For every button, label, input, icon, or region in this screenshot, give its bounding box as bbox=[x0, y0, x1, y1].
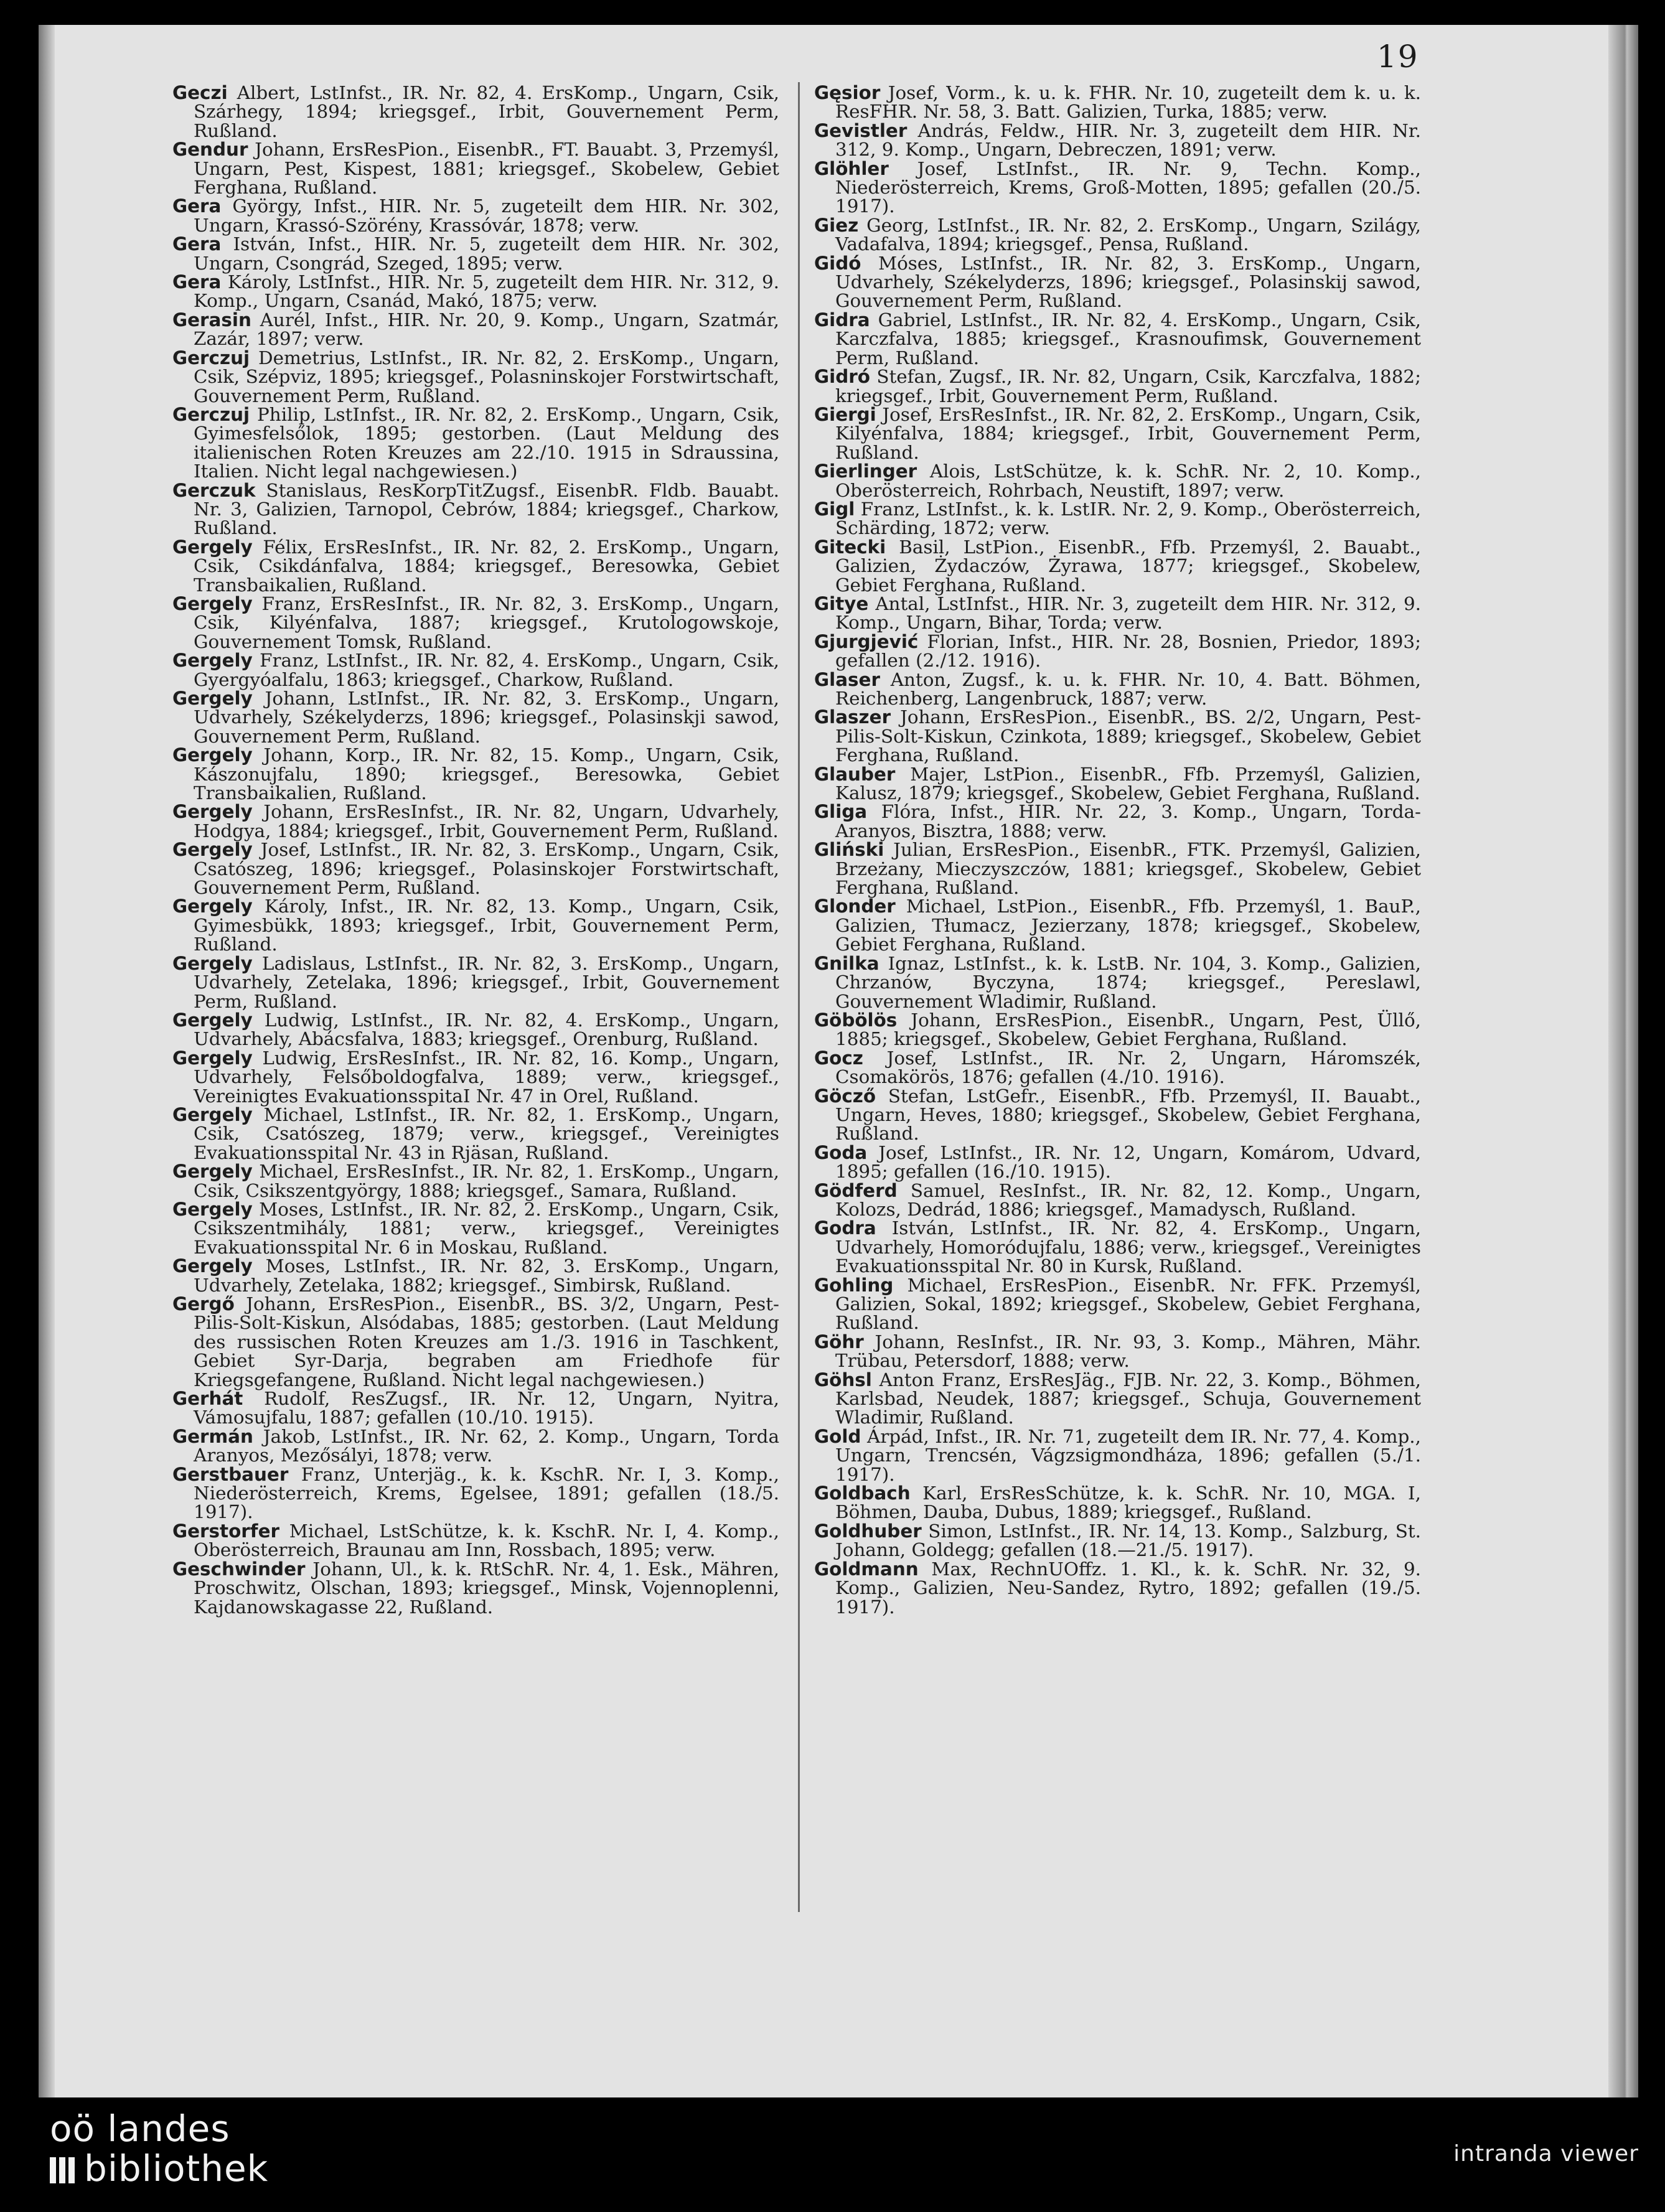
entry-surname: Gliga bbox=[814, 801, 868, 823]
entry-details: Ladislaus, LstInfst., IR. Nr. 82, 3. ErsKomp., Ungarn, Udvarhely, Zetelaka, 1896; kriegsgef., Irbit, Gouvernement Perm, Rußland. bbox=[194, 952, 779, 1012]
register-entry bbox=[814, 897, 1421, 954]
entry-surname: Gergely bbox=[172, 536, 253, 558]
entry-details: Georg, LstInfst., IR. Nr. 82, 2. ErsKomp., Ungarn, Szilágy, Vadafalva, 1894; kriegsgef., Pensa, Rußland. bbox=[835, 214, 1421, 255]
entry-details: Josef, Vorm., k. u. k. FHR. Nr. 10, zugeteilt dem k. u. k. ResFHR. Nr. 58, 3. Batt. Galizien, Turka, 1885; verw. bbox=[835, 82, 1421, 123]
entry-details: Josef, LstInfst., IR. Nr. 12, Ungarn, Komárom, Udvard, 1895; gefallen (16./10. 1915). bbox=[835, 1141, 1421, 1183]
viewer-label: intranda viewer bbox=[1453, 2141, 1639, 2167]
entry-surname: Gerstbauer bbox=[172, 1463, 289, 1485]
entry-details: Johann, ErsResInfst., IR. Nr. 82, Ungarn, Udvarhely, Hodgya, 1884; kriegsgef., Irbit, Gouvernement Perm, Rußland. bbox=[194, 801, 779, 841]
entry-surname: Gendur bbox=[172, 139, 248, 161]
entry-details: Samuel, ResInfst., IR. Nr. 82, 12. Komp., Ungarn, Kolozs, Dedrád, 1886; kriegsgef., Mamadysch, Rußland. bbox=[835, 1179, 1421, 1220]
register-entry bbox=[172, 83, 779, 140]
register-entry bbox=[814, 594, 1421, 632]
entry-surname: Gerasin bbox=[172, 309, 251, 330]
entry-surname: Gerhát bbox=[172, 1388, 243, 1410]
page-edge-stack bbox=[1608, 25, 1638, 2097]
entry-details: Anton, Zugsf., k. u. k. FHR. Nr. 10, 4. Batt. Böhmen, Reichenberg, Langenbruck, 1887; verw. bbox=[835, 668, 1421, 709]
register-entry bbox=[814, 954, 1421, 1011]
register-entry bbox=[814, 367, 1421, 405]
entry-surname: Gidró bbox=[814, 366, 870, 388]
register-entry bbox=[814, 1011, 1421, 1049]
entry-details: Franz, LstInfst., k. k. LstIR. Nr. 2, 9. Komp., Oberösterreich, Schärding, 1872; verw. bbox=[835, 498, 1421, 539]
register-entry bbox=[172, 1522, 779, 1560]
entry-details: Johann, ResInfst., IR. Nr. 93, 3. Komp., Mähren, Mähr. Trübau, Petersdorf, 1888; verw. bbox=[835, 1331, 1421, 1372]
register-entry bbox=[172, 897, 779, 954]
register-entry bbox=[814, 708, 1421, 764]
register-entry bbox=[172, 1257, 779, 1295]
entry-details: István, LstInfst., IR. Nr. 82, 4. ErsKomp., Ungarn, Udvarhely, Homoródujfalu, 1886; verw., kriegsgef., Vereinigtes Evakuationsspital Nr. 80 in Kursk, Rußland. bbox=[835, 1217, 1421, 1277]
entry-surname: Gergő bbox=[172, 1293, 235, 1315]
entry-details: Michael, ErsResInfst., IR. Nr. 82, 1. ErsKomp., Ungarn, Csik, Csikszentgyörgy, 1888; kriegsgef., Samara, Rußland. bbox=[194, 1161, 779, 1201]
entry-surname: Gjurgjević bbox=[814, 630, 919, 652]
entry-details: Stanislaus, ResKorpTitZugsf., EisenbR. Fldb. Bauabt. Nr. 3, Galizien, Tarnopol, Cebrów, 1884; kriegsgef., Charkow, Rußland. bbox=[194, 479, 779, 539]
entry-details: Moses, LstInfst., IR. Nr. 82, 2. ErsKomp., Ungarn, Csik, Csikszentmihály, 1881; verw., kriegsgef., Vereinigtes Evakuationsspital Nr. 6 in Moskau, Rußland. bbox=[194, 1198, 779, 1258]
register-entry bbox=[172, 1200, 779, 1257]
register-entry bbox=[814, 1087, 1421, 1143]
entry-details: Ludwig, ErsResInfst., IR. Nr. 82, 16. Komp., Ungarn, Udvarhely, Felsőboldogfalva, 1889; verw., kriegsgef., Vereinigtes EvakuationsspitaI Nr. 47 in Orel, Rußland. bbox=[194, 1047, 779, 1107]
entry-details: Jakob, LstInfst., IR. Nr. 62, 2. Komp., Ungarn, Torda Aranyos, Mezősályi, 1878; verw. bbox=[194, 1425, 779, 1466]
register-entry bbox=[814, 765, 1421, 803]
entry-surname: Gierlinger bbox=[814, 461, 917, 482]
entry-surname: Goldmann bbox=[814, 1558, 919, 1580]
entry-surname: Gocz bbox=[814, 1047, 863, 1069]
entry-details: Majer, LstPion., EisenbR., Ffb. Przemyśl, Galizien, Kalusz, 1879; kriegsgef., Skobelew, Gebiet Ferghana, Rußland. bbox=[835, 763, 1421, 804]
register-entry bbox=[814, 1522, 1421, 1560]
entry-surname: Gera bbox=[172, 271, 222, 293]
register-entry bbox=[814, 1276, 1421, 1333]
register-entry bbox=[814, 670, 1421, 708]
register-entry bbox=[172, 538, 779, 594]
entry-details: Anton Franz, ErsResJäg., FJB. Nr. 22, 3. Komp., Böhmen, Karlsbad, Neudek, 1887; kriegsgef., Schuja, Gouvernement Wladimir, Rußland. bbox=[835, 1369, 1421, 1428]
entry-details: Josef, ErsResInfst., IR. Nr. 82, 2. ErsKomp., Ungarn, Csik, Kilyénfalva, 1884; kriegsgef., Irbit, Gouvernement Perm, Rußland. bbox=[835, 403, 1421, 463]
entry-details: Johann, ErsResPion., EisenbR., Ungarn, Pest, Üllő, 1885; kriegsgef., Skobelew, Gebiet Ferghana, Rußland. bbox=[835, 1009, 1421, 1050]
entry-surname: Gidra bbox=[814, 309, 870, 330]
entry-details: Michael, LstSchütze, k. k. KschR. Nr. I, 4. Komp., Oberösterreich, Braunau am Inn, Rossbach, 1895; verw. bbox=[194, 1520, 779, 1561]
entry-surname: Giez bbox=[814, 214, 859, 236]
register-entry bbox=[814, 840, 1421, 897]
entry-details: Florian, Infst., HIR. Nr. 28, Bosnien, Priedor, 1893; gefallen (2./12. 1916). bbox=[835, 630, 1421, 672]
page-gutter-shadow bbox=[39, 25, 55, 2097]
register-entry bbox=[814, 1560, 1421, 1616]
entry-details: Móses, LstInfst., IR. Nr. 82, 3. ErsKomp., Ungarn, Udvarhely, Székelyderzs, 1896; kriegsgef., Polasinskij sawod, Gouvernement Perm, Rußland. bbox=[835, 252, 1421, 312]
entry-details: Alois, LstSchütze, k. k. SchR. Nr. 2, 10. Komp., Oberösterreich, Rohrbach, Neustift, 1897; verw. bbox=[835, 461, 1421, 501]
entry-details: Franz, Unterjäg., k. k. KschR. Nr. I, 3. Komp., Niederösterreich, Krems, Egelsee, 1891; gefallen (18./5. 1917). bbox=[194, 1463, 779, 1523]
entry-details: Franz, ErsResInfst., IR. Nr. 82, 3. ErsKomp., Ungarn, Csik, Kilyénfalva, 1887; kriegsgef., Krutologowskoje, Gouvernement Tomsk, Rußland. bbox=[194, 593, 779, 652]
entry-surname: Gergely bbox=[172, 1198, 253, 1220]
entry-surname: Goldbach bbox=[814, 1483, 911, 1504]
entry-surname: Gergely bbox=[172, 744, 253, 766]
register-entry bbox=[172, 840, 779, 897]
entry-details: Károly, LstInfst., HIR. Nr. 5, zugeteilt dem HIR. Nr. 312, 9. Komp., Ungarn, Csanád, Makó, 1875; verw. bbox=[194, 271, 779, 312]
register-entry bbox=[814, 1427, 1421, 1484]
entry-details: Gabriel, LstInfst., IR. Nr. 82, 4. ErsKomp., Ungarn, Csik, Karczfalva, 1885; kriegsgef., Krasnoufimsk, Gouvernement Perm, Rußland. bbox=[835, 309, 1421, 368]
entry-surname: Gergely bbox=[172, 593, 253, 614]
entry-surname: Gergely bbox=[172, 1047, 253, 1069]
entry-surname: Gergely bbox=[172, 1161, 253, 1183]
entry-details: Ludwig, LstInfst., IR. Nr. 82, 4. ErsKomp., Ungarn, Udvarhely, Abácsfalva, 1883; kriegsgef., Orenburg, Rußland. bbox=[194, 1009, 779, 1050]
entry-details: Michael, LstInfst., IR. Nr. 82, 1. ErsKomp., Ungarn, Csik, Csatószeg, 1879; verw., kriegsgef., Vereinigtes Evakuationsspital Nr. 43 in Rjäsan, Rußland. bbox=[194, 1104, 779, 1163]
entry-surname: Gitye bbox=[814, 593, 869, 614]
register-entry bbox=[172, 1389, 779, 1427]
register-entry bbox=[172, 1049, 779, 1105]
register-entry bbox=[172, 1560, 779, 1616]
entry-details: Michael, ErsResPion., EisenbR. Nr. FFK. Przemyśl, Galizien, Sokal, 1892; kriegsgef., Skobelew, Gebiet Ferghana, Rußland. bbox=[835, 1274, 1421, 1334]
entry-surname: Gergely bbox=[172, 688, 253, 709]
entry-details: Demetrius, LstInfst., IR. Nr. 82, 2. ErsKomp., Ungarn, Csik, Szépviz, 1895; kriegsgef., Polasninskojer Forstwirtschaft, Gouvernement Perm, Rußland. bbox=[194, 347, 779, 406]
register-entry bbox=[814, 632, 1421, 670]
entry-details: Franz, LstInfst., IR. Nr. 82, 4. ErsKomp., Ungarn, Csik, Gyergyóalfalu, 1863; kriegsgef., Charkow, Rußland. bbox=[194, 650, 779, 690]
entry-details: István, Infst., HIR. Nr. 5, zugeteilt dem HIR. Nr. 302, Ungarn, Csongrád, Szeged, 1895; verw. bbox=[194, 233, 779, 274]
register-entry bbox=[172, 405, 779, 481]
entry-details: Albert, LstInfst., IR. Nr. 82, 4. ErsKomp., Ungarn, Csik, Szárhegy, 1894; kriegsgef., Irbit, Gouvernement Perm, Rußland. bbox=[194, 82, 779, 141]
entry-surname: Glauber bbox=[814, 763, 896, 785]
register-entry bbox=[172, 197, 779, 235]
entry-details: Félix, ErsResInfst., IR. Nr. 82, 2. ErsKomp., Ungarn, Csik, Csikdánfalva, 1884; kriegsgef., Beresowka, Gebiet Transbaikalien, Rußland. bbox=[194, 536, 779, 596]
register-entry bbox=[814, 1371, 1421, 1427]
entry-surname: Gera bbox=[172, 195, 222, 217]
register-entry bbox=[814, 802, 1421, 840]
register-entry bbox=[814, 405, 1421, 462]
entry-surname: Glaser bbox=[814, 668, 880, 690]
entry-details: Moses, LstInfst., IR. Nr. 82, 3. ErsKomp., Ungarn, Udvarhely, Zetelaka, 1882; kriegsgef., Simbirsk, Rußland. bbox=[194, 1255, 779, 1296]
entry-surname: Gergely bbox=[172, 896, 253, 917]
register-entry bbox=[814, 254, 1421, 311]
entry-details: Aurél, Infst., HIR. Nr. 20, 9. Komp., Ungarn, Szatmár, Zazár, 1897; verw. bbox=[194, 309, 779, 350]
entry-surname: Geczi bbox=[172, 82, 228, 103]
register-entry bbox=[172, 1427, 779, 1465]
entry-surname: Gerstorfer bbox=[172, 1520, 279, 1542]
entry-surname: Gigl bbox=[814, 498, 855, 520]
entry-surname: Gergely bbox=[172, 1255, 253, 1277]
register-entry bbox=[172, 311, 779, 349]
entry-surname: Gergely bbox=[172, 1009, 253, 1031]
register-entry bbox=[814, 159, 1421, 216]
entry-surname: Gerczuj bbox=[172, 347, 250, 368]
entry-surname: Göhsl bbox=[814, 1369, 872, 1390]
entry-details: Philip, LstInfst., IR. Nr. 82, 2. ErsKomp., Ungarn, Csik, Gyimesfelsőlok, 1895; gestorben. (Laut Meldung des italienischen Roten Kreuzes am 22./10. 1915 in Sdraussina, Italien. Nicht legal nachgewiesen.) bbox=[194, 403, 779, 482]
register-entry bbox=[172, 594, 779, 651]
register-entry bbox=[172, 235, 779, 273]
entry-details: Johann, ErsResPion., EisenbR., BS. 2/2, Ungarn, Pest-Pilis-Solt-Kiskun, Czinkota, 1889; kriegsgef., Skobelew, Gebiet Ferghana, Rußland. bbox=[835, 706, 1421, 766]
register-entry bbox=[172, 481, 779, 538]
logo-bars-icon bbox=[50, 2149, 78, 2188]
entry-details: Max, RechnUOffz. 1. Kl., k. k. SchR. Nr. 32, 9. Komp., Galizien, Neu-Sandez, Rytro, 1892; gefallen (19./5. 1917). bbox=[835, 1558, 1421, 1618]
entry-surname: Gitecki bbox=[814, 536, 886, 558]
entry-details: Johann, Ul., k. k. RtSchR. Nr. 4, 1. Esk., Mähren, Proschwitz, Olschan, 1893; kriegsgef., Minsk, Vojennoplenni, Kajdanowskagasse 22, Rußland. bbox=[194, 1558, 779, 1618]
entry-surname: Gerczuj bbox=[172, 403, 250, 425]
register-entry bbox=[172, 1162, 779, 1200]
register-entry bbox=[814, 1333, 1421, 1371]
register-entry bbox=[814, 311, 1421, 367]
entry-surname: Gęsior bbox=[814, 82, 881, 103]
entry-details: Karl, ErsResSchütze, k. k. SchR. Nr. 10, MGA. I, Böhmen, Dauba, Dubus, 1889; kriegsgef., Rußland. bbox=[835, 1483, 1421, 1523]
entry-surname: Goda bbox=[814, 1141, 868, 1163]
register-entry bbox=[172, 349, 779, 405]
register-entry bbox=[172, 140, 779, 197]
entry-surname: Glöhler bbox=[814, 157, 889, 179]
entry-surname: Göbölös bbox=[814, 1009, 898, 1031]
register-entry bbox=[814, 83, 1421, 121]
logo-line-2-text: bibliothek bbox=[84, 2147, 269, 2190]
entry-details: Stefan, Zugsf., IR. Nr. 82, Ungarn, Csik, Karczfalva, 1882; kriegsgef., Irbit, Gouvernement Perm, Rußland. bbox=[835, 366, 1421, 406]
entry-details: Josef, LstInfst., IR. Nr. 2, Ungarn, Háromszék, Csomakörös, 1876; gefallen (4./10. 1916). bbox=[835, 1047, 1421, 1088]
register-entry bbox=[814, 500, 1421, 538]
register-entry bbox=[172, 746, 779, 802]
entry-surname: Glonder bbox=[814, 896, 896, 917]
register-entry bbox=[814, 462, 1421, 500]
entry-details: Antal, LstInfst., HIR. Nr. 3, zugeteilt dem HIR. Nr. 312, 9. Komp., Ungarn, Bihar, Torda; verw. bbox=[835, 593, 1421, 634]
entry-surname: Gergely bbox=[172, 1104, 253, 1125]
entry-details: Johann, ErsResPion., EisenbR., FT. Bauabt. 3, Przemyśl, Ungarn, Pest, Kispest, 1881; kriegsgef., Skobelew, Gebiet Ferghana, Rußland. bbox=[194, 139, 779, 199]
entry-details: Johann, ErsResPion., EisenbR., BS. 3/2, Ungarn, Pest-Pilis-Solt-Kiskun, Alsódabas, 1885; gestorben. (Laut Meldung des russischen Roten Kreuzes am 1./3. 1916 in Taschkent, Gebiet Syr-Darja, begraben am Friedhofe für Kriegsgefangene, Rußland. Nicht legal nachgewiesen.) bbox=[194, 1293, 779, 1390]
entry-details: Károly, Infst., IR. Nr. 82, 13. Komp., Ungarn, Csik, Gyimesbükk, 1893; kriegsgef., Irbit, Gouvernement Perm, Rußland. bbox=[194, 896, 779, 955]
entry-surname: Gohling bbox=[814, 1274, 894, 1296]
right-column bbox=[814, 83, 1421, 1616]
register-entry bbox=[172, 273, 779, 311]
register-entry bbox=[814, 1143, 1421, 1181]
entry-surname: Gergely bbox=[172, 650, 253, 672]
entry-details: Johann, Korp., IR. Nr. 82, 15. Komp., Ungarn, Csik, Kászonujfalu, 1890; kriegsgef., Beresowka, Gebiet Transbaikalien, Rußland. bbox=[194, 744, 779, 804]
entry-surname: Gergely bbox=[172, 952, 253, 974]
entry-surname: Germán bbox=[172, 1425, 253, 1447]
register-entry bbox=[172, 802, 779, 840]
entry-surname: Gold bbox=[814, 1425, 861, 1447]
entry-surname: Goldhuber bbox=[814, 1520, 922, 1542]
column-divider bbox=[798, 82, 800, 1912]
entry-surname: Gera bbox=[172, 233, 222, 255]
entry-details: András, Feldw., HIR. Nr. 3, zugeteilt dem HIR. Nr. 312, 9. Komp., Ungarn, Debreczen, 1891; verw. bbox=[835, 120, 1421, 161]
entry-surname: Göhr bbox=[814, 1331, 864, 1352]
register-entry bbox=[814, 1181, 1421, 1219]
page-number: 19 bbox=[1377, 39, 1419, 75]
register-entry bbox=[172, 1295, 779, 1389]
entry-surname: Geschwinder bbox=[172, 1558, 306, 1580]
entry-surname: Godra bbox=[814, 1217, 876, 1239]
entry-surname: Gidó bbox=[814, 252, 861, 274]
left-column bbox=[172, 83, 779, 1616]
register-entry bbox=[814, 216, 1421, 254]
entry-details: Árpád, Infst., IR. Nr. 71, zugeteilt dem IR. Nr. 77, 4. Komp., Ungarn, Trencsén, Vágzsigmondháza, 1896; gefallen (5./1. 1917). bbox=[835, 1425, 1421, 1485]
register-entry bbox=[814, 1484, 1421, 1522]
entry-surname: Gliński bbox=[814, 839, 884, 861]
entry-surname: Gerczuk bbox=[172, 479, 256, 501]
entry-surname: Göcző bbox=[814, 1085, 876, 1107]
logo-line-2 bbox=[50, 2149, 268, 2188]
entry-surname: Gergely bbox=[172, 839, 253, 861]
entry-surname: Glaszer bbox=[814, 706, 891, 728]
logo-line-1: oö landes bbox=[50, 2107, 230, 2150]
entry-surname: Gevistler bbox=[814, 120, 908, 141]
library-logo[interactable] bbox=[50, 2109, 268, 2188]
entry-surname: Gödferd bbox=[814, 1179, 898, 1201]
register-entry bbox=[814, 121, 1421, 159]
entry-surname: Gnilka bbox=[814, 952, 879, 974]
entry-details: György, Infst., HIR. Nr. 5, zugeteilt dem HIR. Nr. 302, Ungarn, Krassó-Szörény, Krassóvár, 1878; verw. bbox=[194, 195, 779, 236]
register-entry bbox=[172, 1105, 779, 1162]
entry-details: Josef, LstInfst., IR. Nr. 9, Techn. Komp., Niederösterreich, Krems, Groß-Motten, 1895; gefallen (20./5. 1917). bbox=[835, 157, 1421, 217]
register-entry bbox=[172, 651, 779, 689]
entry-details: Flóra, Infst., HIR. Nr. 22, 3. Komp., Ungarn, Torda-Aranyos, Bisztra, 1888; verw. bbox=[835, 801, 1421, 841]
register-entry bbox=[814, 1049, 1421, 1087]
entry-details: Basil, LstPion., EisenbR., Ffb. Przemyśl, 2. Bauabt., Galizien, Żydaczów, Żyrawa, 1877; kriegsgef., Skobelew, Gebiet Ferghana, Rußland. bbox=[835, 536, 1421, 596]
entry-details: Julian, ErsResPion., EisenbR., FTK. Przemyśl, Galizien, Brzeżany, Mieczyszczów, 1881; kriegsgef., Skobelew, Gebiet Ferghana, Rußland. bbox=[835, 839, 1421, 899]
entry-details: Josef, LstInfst., IR. Nr. 82, 3. ErsKomp., Ungarn, Csik, Csatószeg, 1896; kriegsgef., Polasinskojer Forstwirtschaft, Gouvernement Perm, Rußland. bbox=[194, 839, 779, 899]
register-entry bbox=[814, 538, 1421, 594]
entry-details: Rudolf, ResZugsf., IR. Nr. 12, Ungarn, Nyitra, Vámosujfalu, 1887; gefallen (10./10. 1915). bbox=[194, 1388, 779, 1428]
entry-details: Michael, LstPion., EisenbR., Ffb. Przemyśl, 1. BauP., Galizien, Tłumacz, Jezierzany, 1878; kriegsgef., Skobelew, Gebiet Ferghana, Rußland. bbox=[835, 896, 1421, 955]
entry-details: Ignaz, LstInfst., k. k. LstB. Nr. 104, 3. Komp., Galizien, Chrzanów, Byczyna, 1874; kriegsgef., Pereslawl, Gouvernement Wladimir, Rußland. bbox=[835, 952, 1421, 1012]
register-entry bbox=[814, 1219, 1421, 1275]
register-entry bbox=[172, 1465, 779, 1522]
entry-details: Stefan, LstGefr., EisenbR., Ffb. Przemyśl, II. Bauabt., Ungarn, Heves, 1880; kriegsgef., Skobelew, Gebiet Ferghana, Rußland. bbox=[835, 1085, 1421, 1145]
entry-details: Johann, LstInfst., IR. Nr. 82, 3. ErsKomp., Ungarn, Udvarhely, Székelyderzs, 1896; kriegsgef., Polasinskji sawod, Gouvernement Perm, Rußland. bbox=[194, 688, 779, 747]
entry-surname: Gergely bbox=[172, 801, 253, 823]
register-entry bbox=[172, 1011, 779, 1049]
register-entry bbox=[172, 954, 779, 1011]
entry-details: Simon, LstInfst., IR. Nr. 14, 13. Komp., Salzburg, St. Johann, Goldegg; gefallen (18.—21./5. 1917). bbox=[835, 1520, 1421, 1561]
entry-surname: Giergi bbox=[814, 403, 876, 425]
register-entry bbox=[172, 689, 779, 746]
